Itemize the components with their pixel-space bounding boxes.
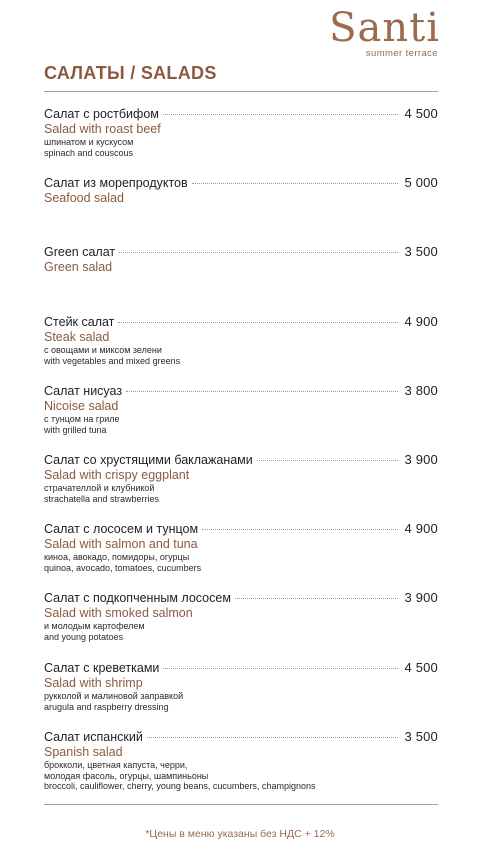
dish-name-en: Salad with salmon and tuna bbox=[44, 537, 198, 551]
description-line: рукколой и малиновой заправкой bbox=[44, 691, 184, 701]
dish-price: 4 900 bbox=[404, 521, 438, 536]
menu-item-row bbox=[44, 590, 438, 605]
menu-item-row bbox=[44, 383, 438, 398]
dish-description bbox=[44, 691, 438, 712]
description-line: quinoa, avocado, tomatoes, cucumbers bbox=[44, 562, 202, 573]
dish-name-ru: Green салат bbox=[44, 245, 116, 259]
menu-item bbox=[44, 521, 438, 573]
logo bbox=[329, 5, 440, 59]
dish-name-en: Steak salad bbox=[44, 330, 110, 344]
dot-leader bbox=[118, 322, 398, 323]
description-line: шпинатом и кускусом bbox=[44, 137, 134, 147]
dish-description bbox=[44, 760, 438, 792]
dish-name-ru: Салат со хрустящими баклажанами bbox=[44, 453, 253, 467]
dish-description bbox=[44, 621, 438, 642]
dot-leader bbox=[126, 391, 398, 392]
dish-description bbox=[44, 345, 438, 366]
dish-name-en: Nicoise salad bbox=[44, 399, 119, 413]
section-title: САЛАТЫ / SALADS bbox=[44, 63, 217, 83]
dish-price: 3 800 bbox=[404, 383, 438, 398]
description-line: с тунцом на гриле bbox=[44, 414, 120, 424]
dot-leader bbox=[257, 460, 399, 461]
logo-wordmark: Santi bbox=[329, 5, 440, 51]
description-line: страчателлой и клубникой bbox=[44, 483, 155, 493]
description-line: broccoli, cauliflower, cherry, young beans, cucumbers, champignons bbox=[44, 781, 316, 791]
dish-description bbox=[44, 483, 438, 504]
dish-price: 4 500 bbox=[404, 660, 438, 675]
dish-name-en: Salad with crispy eggplant bbox=[44, 468, 190, 482]
menu-item-row bbox=[44, 660, 438, 675]
dish-name-en: Spanish salad bbox=[44, 745, 123, 759]
menu-item-row bbox=[44, 244, 438, 259]
dish-description bbox=[44, 414, 438, 435]
dish-name-ru: Салат с подкопченным лососем bbox=[44, 591, 231, 605]
dish-price: 5 000 bbox=[404, 175, 438, 190]
dish-price: 3 500 bbox=[404, 244, 438, 259]
dish-name-ru: Салат испанский bbox=[44, 730, 143, 744]
description-line: strachatella and strawberries bbox=[44, 493, 160, 504]
menu-item bbox=[44, 314, 438, 366]
menu-item bbox=[44, 452, 438, 504]
menu-item-row bbox=[44, 452, 438, 467]
dish-price: 3 500 bbox=[404, 729, 438, 744]
description-line: киноа, авокадо, помидоры, огурцы bbox=[44, 552, 190, 562]
description-line: and young potatoes bbox=[44, 631, 124, 642]
menu-item bbox=[44, 244, 438, 274]
menu-item-row bbox=[44, 175, 438, 190]
dot-leader bbox=[163, 114, 399, 115]
menu-item bbox=[44, 175, 438, 205]
dish-price: 3 900 bbox=[404, 452, 438, 467]
description-line: spinach and couscous bbox=[44, 147, 134, 158]
menu-item-row bbox=[44, 314, 438, 329]
top-divider bbox=[44, 91, 438, 92]
dish-name-en: Seafood salad bbox=[44, 191, 124, 205]
dish-name-en: Salad with smoked salmon bbox=[44, 606, 193, 620]
description-line: arugula and raspberry dressing bbox=[44, 701, 169, 712]
bottom-divider bbox=[44, 804, 438, 805]
dish-price: 4 500 bbox=[404, 106, 438, 121]
menu-item bbox=[44, 106, 438, 158]
description-line: и молодым картофелем bbox=[44, 621, 145, 631]
price-note: *Цены в меню указаны без НДС + 12% bbox=[145, 828, 335, 840]
description-line: молодая фасоль, огурцы, шампиньоны bbox=[44, 770, 209, 781]
dish-name-ru: Салат с креветками bbox=[44, 661, 160, 675]
description-line: with vegetables and mixed greens bbox=[44, 355, 181, 366]
dish-name-en: Salad with roast beef bbox=[44, 122, 161, 136]
description-line: с овощами и миксом зелени bbox=[44, 345, 162, 355]
logo-subtitle: summer terrace bbox=[365, 48, 438, 59]
menu-item-row bbox=[44, 106, 438, 121]
menu-item bbox=[44, 660, 438, 712]
dish-price: 4 900 bbox=[404, 314, 438, 329]
dot-leader bbox=[119, 252, 398, 253]
dish-name-ru: Стейк салат bbox=[44, 315, 115, 329]
dish-name-ru: Салат нисуаз bbox=[44, 384, 123, 398]
description-line: брокколи, цветная капуста, черри, bbox=[44, 760, 188, 770]
dot-leader bbox=[192, 183, 399, 184]
menu-item bbox=[44, 729, 438, 792]
dot-leader bbox=[147, 737, 399, 738]
dish-name-en: Green salad bbox=[44, 260, 113, 274]
description-line: with grilled tuna bbox=[44, 424, 107, 435]
menu-item-row bbox=[44, 521, 438, 536]
menu-item-row bbox=[44, 729, 438, 744]
dish-name-ru: Салат с ростбифом bbox=[44, 107, 159, 121]
dish-name-en: Salad with shrimp bbox=[44, 676, 143, 690]
menu-item bbox=[44, 590, 438, 642]
menu-item bbox=[44, 383, 438, 435]
dish-description bbox=[44, 552, 438, 573]
dish-name-ru: Салат с лососем и тунцом bbox=[44, 522, 199, 536]
dot-leader bbox=[163, 668, 398, 669]
dish-price: 3 900 bbox=[404, 590, 438, 605]
dot-leader bbox=[235, 598, 399, 599]
dish-name-ru: Салат из морепродуктов bbox=[44, 176, 188, 190]
dish-description bbox=[44, 137, 438, 158]
dot-leader bbox=[202, 529, 398, 530]
